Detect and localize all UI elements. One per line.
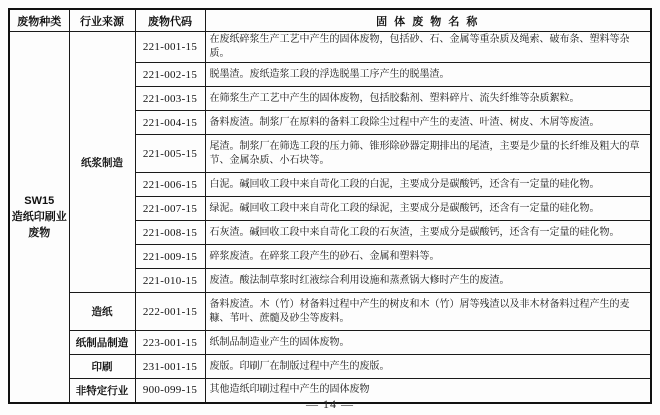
code-cell: 221-003-15 — [135, 87, 205, 111]
table-row — [9, 331, 651, 355]
industry-cell-printing: 印刷 — [69, 355, 135, 379]
name-cell: 脱墨渣。废纸造浆工段的浮选脱墨工序产生的脱墨渣。 — [205, 63, 651, 87]
name-cell: 白泥。碱回收工段中来自苛化工段的白泥，主要成分是碳酸钙，还含有一定量的硅化物。 — [205, 173, 651, 197]
category-code: SW15 — [24, 194, 55, 207]
table-row — [9, 32, 651, 63]
category-name-line1: 造纸印刷业 — [11, 210, 67, 223]
industry-cell-nonspecific: 非特定行业 — [69, 379, 135, 403]
code-cell: 221-007-15 — [135, 197, 205, 221]
code-cell: 221-010-15 — [135, 269, 205, 293]
code-cell: 223-001-15 — [135, 331, 205, 355]
col-header-waste-name: 固 体 废 物 名 称 — [205, 9, 651, 32]
name-cell: 碎浆废渣。在碎浆工段产生的砂石、金属和塑料等。 — [205, 245, 651, 269]
name-cell: 在废纸碎浆生产工艺中产生的固体废物，包括砂、石、金属等重杂质及绳索、破布条、塑料等杂质。 — [205, 32, 651, 63]
name-cell: 废版。印刷厂在制版过程中产生的废版。 — [205, 355, 651, 379]
table-row — [9, 293, 651, 331]
col-header-industry-source: 行业来源 — [69, 9, 135, 32]
code-cell: 221-009-15 — [135, 245, 205, 269]
name-cell: 废渣。酸法制草浆时红液综合利用设施和蒸煮锅大修时产生的废渣。 — [205, 269, 651, 293]
code-cell: 221-002-15 — [135, 63, 205, 87]
name-cell: 备料废渣。木（竹）材备料过程中产生的树皮和木（竹）屑等残渣以及非木材备料过程产生的麦糠、苇叶、蔗髓及砂尘等废料。 — [205, 293, 651, 331]
name-cell: 备料废渣。制浆厂在原料的备料工段除尘过程中产生的麦渣、叶渣、树皮、木屑等废渣。 — [205, 111, 651, 135]
page-number: — 14 — — [306, 397, 354, 411]
code-cell: 221-005-15 — [135, 135, 205, 173]
name-cell: 尾渣。制浆厂在筛选工段的压力筛、锥形除砂器定期排出的尾渣，主要是少量的长纤维及粗大的草节、金属杂质、小石块等。 — [205, 135, 651, 173]
name-cell: 在筛浆生产工艺中产生的固体废物，包括胶黏剂、塑料碎片、流失纤维等杂质絮粒。 — [205, 87, 651, 111]
code-cell: 231-001-15 — [135, 355, 205, 379]
code-cell: 221-008-15 — [135, 221, 205, 245]
name-cell: 石灰渣。碱回收工段中来自苛化工段的石灰渣，主要成分是碳酸钙，还含有一定量的硅化物。 — [205, 221, 651, 245]
name-cell: 绿泥。碱回收工段中来自苛化工段的绿泥，主要成分是碳酸钙，还含有一定量的硅化物。 — [205, 197, 651, 221]
waste-classification-table — [8, 8, 652, 404]
table-header-row — [9, 9, 651, 32]
col-header-waste-category: 废物种类 — [9, 9, 69, 32]
code-cell: 900-099-15 — [135, 379, 205, 403]
code-cell: 221-004-15 — [135, 111, 205, 135]
industry-cell-papermaking: 造纸 — [69, 293, 135, 331]
waste-category-cell — [9, 32, 69, 403]
table-row — [9, 355, 651, 379]
code-cell: 222-001-15 — [135, 293, 205, 331]
name-cell: 其他造纸印刷过程中产生的固体废物 — [205, 379, 651, 403]
category-name-line2: 废物 — [28, 226, 51, 239]
code-cell: 221-006-15 — [135, 173, 205, 197]
industry-cell-pulp: 纸浆制造 — [69, 32, 135, 293]
industry-cell-paper-products: 纸制品制造 — [69, 331, 135, 355]
code-cell: 221-001-15 — [135, 32, 205, 63]
name-cell: 纸制品制造业产生的固体废物。 — [205, 331, 651, 355]
col-header-waste-code: 废物代码 — [135, 9, 205, 32]
